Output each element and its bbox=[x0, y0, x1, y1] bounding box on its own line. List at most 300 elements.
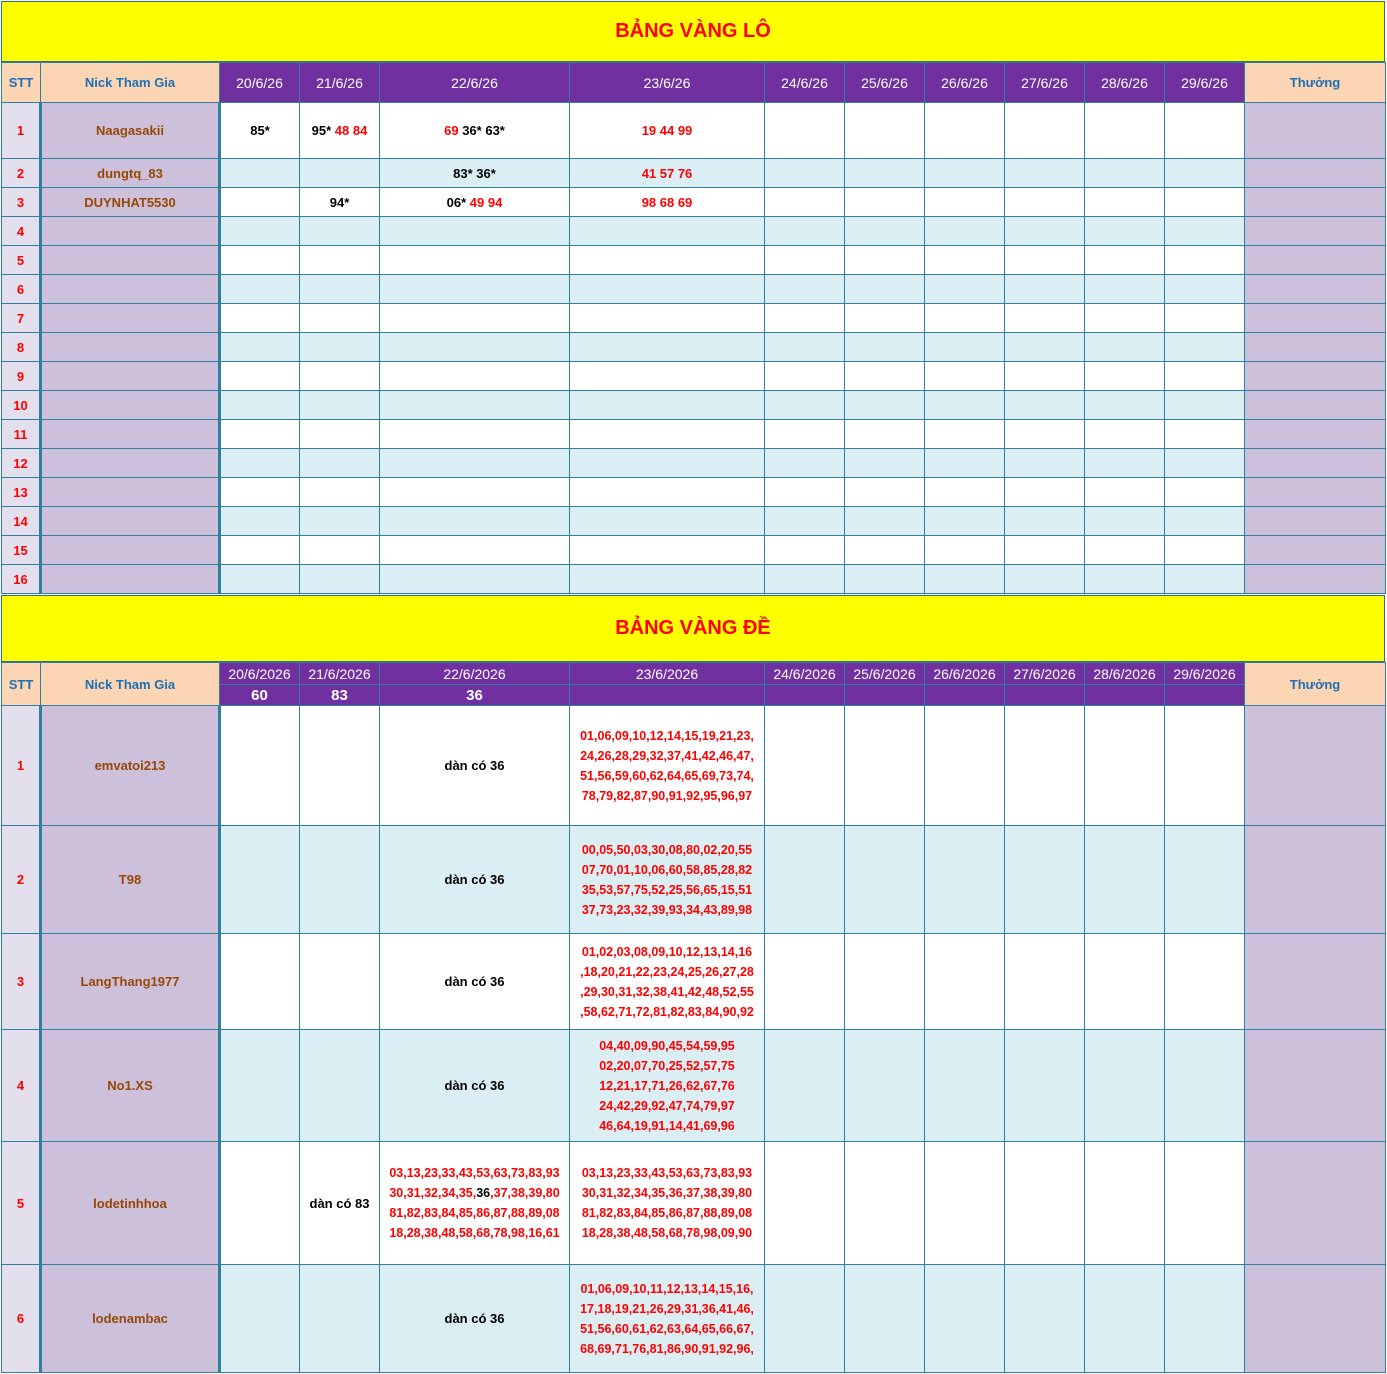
lo-cell-24-6[interactable] bbox=[765, 391, 845, 420]
lo-cell-22-6[interactable] bbox=[380, 507, 570, 536]
de-cell-24-6[interactable] bbox=[765, 826, 845, 934]
lo-cell-20-6[interactable] bbox=[220, 507, 300, 536]
lo-row-prize[interactable] bbox=[1245, 565, 1386, 594]
lo-cell-26-6[interactable] bbox=[925, 420, 1005, 449]
lo-cell-27-6[interactable] bbox=[1005, 103, 1085, 159]
lo-cell-28-6[interactable] bbox=[1085, 188, 1165, 217]
lo-row-stt[interactable]: 15 bbox=[2, 536, 41, 565]
lo-cell-22-6[interactable] bbox=[380, 188, 570, 217]
de-cell-20-6[interactable] bbox=[220, 1030, 300, 1142]
de-cell-25-6[interactable] bbox=[845, 1030, 925, 1142]
lo-cell-22-6[interactable] bbox=[380, 103, 570, 159]
de-cell-28-6[interactable] bbox=[1085, 826, 1165, 934]
de-cell-22-6[interactable]: dàn có 36 bbox=[380, 1265, 570, 1373]
de-cell-24-6[interactable] bbox=[765, 934, 845, 1030]
lo-cell-26-6[interactable] bbox=[925, 159, 1005, 188]
lo-cell-20-6[interactable]: 85* bbox=[220, 103, 300, 159]
de-row-stt[interactable]: 6 bbox=[2, 1265, 41, 1373]
lo-row-stt[interactable]: 1 bbox=[2, 103, 41, 159]
lo-cell-24-6[interactable] bbox=[765, 507, 845, 536]
de-cell-21-6[interactable] bbox=[300, 1030, 380, 1142]
lo-row-prize[interactable] bbox=[1245, 217, 1386, 246]
lo-header-date: 24/6/26 bbox=[765, 63, 845, 103]
lo-cell-28-6[interactable] bbox=[1085, 333, 1165, 362]
lo-cell-23-6[interactable] bbox=[570, 420, 765, 449]
lo-cell-22-6[interactable] bbox=[380, 304, 570, 333]
de-cell-25-6[interactable] bbox=[845, 826, 925, 934]
de-cell-22-6[interactable] bbox=[380, 1142, 570, 1265]
lo-cell-28-6[interactable] bbox=[1085, 246, 1165, 275]
lo-header-date: 27/6/26 bbox=[1005, 63, 1085, 103]
lo-cell-20-6[interactable] bbox=[220, 159, 300, 188]
lo-cell-24-6[interactable] bbox=[765, 159, 845, 188]
lo-row-prize[interactable] bbox=[1245, 304, 1386, 333]
lo-cell-22-6[interactable] bbox=[380, 333, 570, 362]
lo-cell-23-6[interactable] bbox=[570, 507, 765, 536]
lo-row-stt[interactable]: 7 bbox=[2, 304, 41, 333]
de-cell-21-6[interactable] bbox=[300, 934, 380, 1030]
lo-cell-28-6[interactable] bbox=[1085, 536, 1165, 565]
lo-cell-28-6[interactable] bbox=[1085, 449, 1165, 478]
de-row-prize[interactable] bbox=[1245, 826, 1386, 934]
lo-row-stt[interactable]: 11 bbox=[2, 420, 41, 449]
lo-row bbox=[2, 217, 1386, 246]
lo-cell-29-6[interactable] bbox=[1165, 478, 1245, 507]
lo-cell-26-6[interactable] bbox=[925, 188, 1005, 217]
lo-cell-29-6[interactable] bbox=[1165, 246, 1245, 275]
de-cell-28-6[interactable] bbox=[1085, 1142, 1165, 1265]
de-cell-29-6[interactable] bbox=[1165, 1142, 1245, 1265]
lo-cell-21-6[interactable] bbox=[300, 507, 380, 536]
lo-cell-22-6[interactable] bbox=[380, 391, 570, 420]
lo-cell-23-6[interactable] bbox=[570, 246, 765, 275]
lo-row-nick[interactable]: DUYNHAT5530 bbox=[41, 188, 220, 217]
lo-row-prize[interactable] bbox=[1245, 362, 1386, 391]
lo-row-prize[interactable] bbox=[1245, 246, 1386, 275]
lo-cell-25-6[interactable] bbox=[845, 391, 925, 420]
lo-cell-20-6[interactable] bbox=[220, 275, 300, 304]
de-cell-23-6[interactable]: 01,06,09,10,12,14,15,19,21,23, 24,26,28,29,32,37,41,42,46,47, 51,56,59,60,62,64,65,69,73,74, 78,79,82,87,90,91,92,95,96,97 bbox=[570, 706, 765, 826]
lo-cell-22-6[interactable] bbox=[380, 536, 570, 565]
de-cell-26-6[interactable] bbox=[925, 1142, 1005, 1265]
de-cell-26-6[interactable] bbox=[925, 1030, 1005, 1142]
lo-cell-22-6[interactable] bbox=[380, 217, 570, 246]
de-cell-25-6[interactable] bbox=[845, 706, 925, 826]
de-number-hit: 36 bbox=[476, 1186, 491, 1200]
lo-cell-24-6[interactable] bbox=[765, 304, 845, 333]
de-cell-21-6[interactable] bbox=[300, 826, 380, 934]
lo-cell-21-6[interactable] bbox=[300, 275, 380, 304]
lo-cell-21-6[interactable] bbox=[300, 103, 380, 159]
de-header-prize: Thưởng bbox=[1245, 663, 1386, 706]
lo-cell-22-6[interactable] bbox=[380, 420, 570, 449]
de-row-stt[interactable]: 4 bbox=[2, 1030, 41, 1142]
de-header-date: 24/6/2026 bbox=[765, 663, 845, 685]
lo-cell-23-6[interactable] bbox=[570, 536, 765, 565]
de-cell-24-6[interactable] bbox=[765, 1265, 845, 1373]
lo-cell-22-6[interactable] bbox=[380, 362, 570, 391]
lo-cell-26-6[interactable] bbox=[925, 304, 1005, 333]
lo-cell-26-6[interactable] bbox=[925, 449, 1005, 478]
lo-row-nick[interactable] bbox=[41, 536, 220, 565]
lo-cell-21-6[interactable] bbox=[300, 536, 380, 565]
lo-cell-29-6[interactable] bbox=[1165, 188, 1245, 217]
lo-cell-26-6[interactable] bbox=[925, 246, 1005, 275]
de-row-prize[interactable] bbox=[1245, 1142, 1386, 1265]
lo-row-prize[interactable] bbox=[1245, 275, 1386, 304]
lo-row-prize[interactable] bbox=[1245, 478, 1386, 507]
lo-cell-24-6[interactable] bbox=[765, 188, 845, 217]
de-cell-28-6[interactable] bbox=[1085, 934, 1165, 1030]
lo-cell-29-6[interactable] bbox=[1165, 507, 1245, 536]
lo-cell-21-6[interactable] bbox=[300, 420, 380, 449]
de-row-nick[interactable]: emvatoi213 bbox=[41, 706, 220, 826]
lo-cell-21-6[interactable] bbox=[300, 304, 380, 333]
de-cell-22-6[interactable]: dàn có 36 bbox=[380, 706, 570, 826]
lo-cell-27-6[interactable] bbox=[1005, 420, 1085, 449]
de-row-nick[interactable]: lodetinhhoa bbox=[41, 1142, 220, 1265]
lo-cell-27-6[interactable] bbox=[1005, 246, 1085, 275]
de-row-stt[interactable]: 5 bbox=[2, 1142, 41, 1265]
de-row-nick[interactable]: No1.XS bbox=[41, 1030, 220, 1142]
de-cell-23-6[interactable]: 03,13,23,33,43,53,63,73,83,93 30,31,32,34,35,36,37,38,39,80 81,82,83,84,85,86,87,88,89,08 18,28,38,48,58,68,78,98,09,90 bbox=[570, 1142, 765, 1265]
lo-cell-22-6[interactable] bbox=[380, 246, 570, 275]
de-cell-20-6[interactable] bbox=[220, 1142, 300, 1265]
lo-cell-25-6[interactable] bbox=[845, 565, 925, 594]
lo-cell-23-6[interactable] bbox=[570, 362, 765, 391]
de-row-stt[interactable]: 1 bbox=[2, 706, 41, 826]
lo-cell-27-6[interactable] bbox=[1005, 478, 1085, 507]
de-row-nick[interactable]: LangThang1977 bbox=[41, 934, 220, 1030]
lo-row-nick[interactable] bbox=[41, 333, 220, 362]
lo-cell-23-6[interactable]: 41 57 76 bbox=[570, 159, 765, 188]
lo-cell-27-6[interactable] bbox=[1005, 304, 1085, 333]
de-row-prize[interactable] bbox=[1245, 706, 1386, 826]
lo-row-nick[interactable] bbox=[41, 507, 220, 536]
lo-cell-21-6[interactable] bbox=[300, 449, 380, 478]
lo-cell-23-6[interactable] bbox=[570, 275, 765, 304]
lo-cell-29-6[interactable] bbox=[1165, 217, 1245, 246]
lo-cell-27-6[interactable] bbox=[1005, 333, 1085, 362]
de-cell-29-6[interactable] bbox=[1165, 1030, 1245, 1142]
de-row-nick[interactable]: lodenambac bbox=[41, 1265, 220, 1373]
lo-cell-25-6[interactable] bbox=[845, 333, 925, 362]
lo-cell-23-6[interactable] bbox=[570, 333, 765, 362]
lo-cell-24-6[interactable] bbox=[765, 449, 845, 478]
lo-cell-21-6[interactable] bbox=[300, 246, 380, 275]
lo-cell-24-6[interactable] bbox=[765, 217, 845, 246]
lo-cell-27-6[interactable] bbox=[1005, 362, 1085, 391]
lo-cell-23-6[interactable] bbox=[570, 478, 765, 507]
lo-cell-21-6[interactable] bbox=[300, 217, 380, 246]
de-header-date: 22/6/2026 bbox=[380, 663, 570, 685]
lo-cell-27-6[interactable] bbox=[1005, 188, 1085, 217]
lo-cell-26-6[interactable] bbox=[925, 565, 1005, 594]
lo-cell-24-6[interactable] bbox=[765, 362, 845, 391]
lo-cell-23-6[interactable] bbox=[570, 565, 765, 594]
lo-cell-28-6[interactable] bbox=[1085, 420, 1165, 449]
lo-cell-20-6[interactable] bbox=[220, 391, 300, 420]
lo-cell-20-6[interactable] bbox=[220, 217, 300, 246]
lo-cell-28-6[interactable] bbox=[1085, 103, 1165, 159]
lo-row-nick[interactable]: Naagasakii bbox=[41, 103, 220, 159]
de-cell-26-6[interactable] bbox=[925, 706, 1005, 826]
de-row-stt[interactable]: 3 bbox=[2, 934, 41, 1030]
lo-row-prize[interactable] bbox=[1245, 333, 1386, 362]
de-cell-29-6[interactable] bbox=[1165, 706, 1245, 826]
lo-cell-29-6[interactable] bbox=[1165, 103, 1245, 159]
lo-cell-25-6[interactable] bbox=[845, 275, 925, 304]
de-cell-20-6[interactable] bbox=[220, 1265, 300, 1373]
lo-row-stt[interactable]: 2 bbox=[2, 159, 41, 188]
lo-cell-21-6[interactable] bbox=[300, 333, 380, 362]
de-cell-24-6[interactable] bbox=[765, 706, 845, 826]
lo-cell-21-6[interactable] bbox=[300, 391, 380, 420]
lo-row-nick[interactable] bbox=[41, 565, 220, 594]
lo-cell-21-6[interactable] bbox=[300, 478, 380, 507]
de-cell-27-6[interactable] bbox=[1005, 706, 1085, 826]
lo-row-stt[interactable]: 8 bbox=[2, 333, 41, 362]
de-row-stt[interactable]: 2 bbox=[2, 826, 41, 934]
lo-row-stt[interactable]: 13 bbox=[2, 478, 41, 507]
lo-cell-27-6[interactable] bbox=[1005, 536, 1085, 565]
lo-cell-25-6[interactable] bbox=[845, 478, 925, 507]
de-cell-28-6[interactable] bbox=[1085, 1030, 1165, 1142]
de-cell-20-6[interactable] bbox=[220, 934, 300, 1030]
lo-cell-29-6[interactable] bbox=[1165, 449, 1245, 478]
de-cell-27-6[interactable] bbox=[1005, 1142, 1085, 1265]
lo-cell-23-6[interactable] bbox=[570, 304, 765, 333]
de-row-prize[interactable] bbox=[1245, 1030, 1386, 1142]
lo-row-prize[interactable] bbox=[1245, 420, 1386, 449]
lo-cell-24-6[interactable] bbox=[765, 275, 845, 304]
de-cell-25-6[interactable] bbox=[845, 1265, 925, 1373]
de-row-prize[interactable] bbox=[1245, 934, 1386, 1030]
lo-cell-26-6[interactable] bbox=[925, 507, 1005, 536]
lo-row-prize[interactable] bbox=[1245, 507, 1386, 536]
de-cell-21-6[interactable] bbox=[300, 1265, 380, 1373]
de-cell-29-6[interactable] bbox=[1165, 1265, 1245, 1373]
lo-row-nick[interactable] bbox=[41, 362, 220, 391]
lo-cell-28-6[interactable] bbox=[1085, 275, 1165, 304]
lo-row-stt[interactable]: 12 bbox=[2, 449, 41, 478]
lo-row-stt[interactable]: 4 bbox=[2, 217, 41, 246]
de-row-nick[interactable]: T98 bbox=[41, 826, 220, 934]
de-number-list: 03,13,23,33,43,53,63,73,83,93 30,31,32,34,35, bbox=[389, 1166, 560, 1200]
de-cell-26-6[interactable] bbox=[925, 934, 1005, 1030]
lo-cell-25-6[interactable] bbox=[845, 304, 925, 333]
lo-cell-27-6[interactable] bbox=[1005, 217, 1085, 246]
lo-row-nick[interactable] bbox=[41, 420, 220, 449]
lo-cell-20-6[interactable] bbox=[220, 304, 300, 333]
lo-cell-24-6[interactable] bbox=[765, 478, 845, 507]
lo-row-stt[interactable]: 14 bbox=[2, 507, 41, 536]
lo-cell-26-6[interactable] bbox=[925, 362, 1005, 391]
lo-cell-25-6[interactable] bbox=[845, 536, 925, 565]
lo-cell-28-6[interactable] bbox=[1085, 217, 1165, 246]
de-cell-22-6[interactable]: dàn có 36 bbox=[380, 934, 570, 1030]
lo-cell-21-6[interactable] bbox=[300, 159, 380, 188]
lo-cell-22-6[interactable] bbox=[380, 159, 570, 188]
lo-cell-29-6[interactable] bbox=[1165, 304, 1245, 333]
lo-cell-27-6[interactable] bbox=[1005, 565, 1085, 594]
de-cell-27-6[interactable] bbox=[1005, 934, 1085, 1030]
lo-cell-28-6[interactable] bbox=[1085, 565, 1165, 594]
lo-header-stt: STT bbox=[2, 63, 41, 103]
lo-cell-23-6[interactable] bbox=[570, 449, 765, 478]
lo-cell-20-6[interactable] bbox=[220, 188, 300, 217]
lo-cell-22-6[interactable] bbox=[380, 478, 570, 507]
lo-cell-29-6[interactable] bbox=[1165, 333, 1245, 362]
lo-row-stt[interactable]: 9 bbox=[2, 362, 41, 391]
de-cell-24-6[interactable] bbox=[765, 1142, 845, 1265]
de-cell-27-6[interactable] bbox=[1005, 1030, 1085, 1142]
lo-cell-29-6[interactable] bbox=[1165, 275, 1245, 304]
lo-cell-24-6[interactable] bbox=[765, 103, 845, 159]
lo-cell-28-6[interactable] bbox=[1085, 478, 1165, 507]
lo-cell-26-6[interactable] bbox=[925, 333, 1005, 362]
lo-cell-26-6[interactable] bbox=[925, 478, 1005, 507]
lo-cell-25-6[interactable] bbox=[845, 159, 925, 188]
lo-row-prize[interactable] bbox=[1245, 536, 1386, 565]
de-cell-27-6[interactable] bbox=[1005, 826, 1085, 934]
lo-cell-27-6[interactable] bbox=[1005, 391, 1085, 420]
lo-row-nick[interactable] bbox=[41, 217, 220, 246]
lo-cell-25-6[interactable] bbox=[845, 217, 925, 246]
lo-cell-20-6[interactable] bbox=[220, 333, 300, 362]
de-cell-21-6[interactable] bbox=[300, 706, 380, 826]
lo-row-nick[interactable] bbox=[41, 391, 220, 420]
lo-cell-26-6[interactable] bbox=[925, 391, 1005, 420]
de-cell-26-6[interactable] bbox=[925, 1265, 1005, 1373]
de-cell-27-6[interactable] bbox=[1005, 1265, 1085, 1373]
de-cell-21-6[interactable]: dàn có 83 bbox=[300, 1142, 380, 1265]
de-header-date: 20/6/2026 bbox=[220, 663, 300, 685]
lo-row-prize[interactable] bbox=[1245, 159, 1386, 188]
lo-cell-26-6[interactable] bbox=[925, 275, 1005, 304]
lo-row-prize[interactable] bbox=[1245, 103, 1386, 159]
lo-row-stt[interactable]: 5 bbox=[2, 246, 41, 275]
lo-cell-27-6[interactable] bbox=[1005, 449, 1085, 478]
de-cell-22-6[interactable]: dàn có 36 bbox=[380, 1030, 570, 1142]
de-header-date: 25/6/2026 bbox=[845, 663, 925, 685]
lo-cell-29-6[interactable] bbox=[1165, 362, 1245, 391]
lo-cell-23-6[interactable]: 19 44 99 bbox=[570, 103, 765, 159]
lo-cell-27-6[interactable] bbox=[1005, 507, 1085, 536]
lo-cell-23-6[interactable] bbox=[570, 217, 765, 246]
lo-cell-24-6[interactable] bbox=[765, 246, 845, 275]
lo-cell-22-6[interactable] bbox=[380, 565, 570, 594]
lo-cell-26-6[interactable] bbox=[925, 103, 1005, 159]
lo-cell-28-6[interactable] bbox=[1085, 159, 1165, 188]
lo-cell-20-6[interactable] bbox=[220, 536, 300, 565]
lo-cell-29-6[interactable] bbox=[1165, 536, 1245, 565]
lo-cell-22-6[interactable] bbox=[380, 275, 570, 304]
lo-cell-24-6[interactable] bbox=[765, 565, 845, 594]
lo-row-nick[interactable]: dungtq_83 bbox=[41, 159, 220, 188]
lo-cell-25-6[interactable] bbox=[845, 507, 925, 536]
lo-cell-22-6[interactable] bbox=[380, 449, 570, 478]
lo-cell-24-6[interactable] bbox=[765, 536, 845, 565]
lo-cell-29-6[interactable] bbox=[1165, 565, 1245, 594]
de-row-prize[interactable] bbox=[1245, 1265, 1386, 1373]
de-cell-29-6[interactable] bbox=[1165, 934, 1245, 1030]
de-cell-25-6[interactable] bbox=[845, 934, 925, 1030]
de-cell-23-6[interactable]: 04,40,09,90,45,54,59,95 02,20,07,70,25,52,57,75 12,21,17,71,26,62,67,76 24,42,29,92,47,74,79,97 46,64,19,91,14,41,69,96 bbox=[570, 1030, 765, 1142]
de-cell-23-6[interactable]: 00,05,50,03,30,08,80,02,20,55 07,70,01,10,06,60,58,85,28,82 35,53,57,75,52,25,56,65,15,51 37,73,23,32,39,93,34,43,89,98 bbox=[570, 826, 765, 934]
lo-cell-21-6[interactable] bbox=[300, 188, 380, 217]
lo-cell-26-6[interactable] bbox=[925, 536, 1005, 565]
de-cell-23-6[interactable]: 01,06,09,10,11,12,13,14,15,16, 17,18,19,21,26,29,31,36,41,46, 51,56,60,61,62,63,64,65,66,67, 68,69,71,76,81,86,90,91,92,96, bbox=[570, 1265, 765, 1373]
lo-cell-28-6[interactable] bbox=[1085, 304, 1165, 333]
lo-cell-23-6[interactable]: 98 68 69 bbox=[570, 188, 765, 217]
lo-cell-20-6[interactable] bbox=[220, 449, 300, 478]
lo-cell-26-6[interactable] bbox=[925, 217, 1005, 246]
de-cell-28-6[interactable] bbox=[1085, 1265, 1165, 1373]
lo-cell-24-6[interactable] bbox=[765, 420, 845, 449]
lo-row-nick[interactable] bbox=[41, 246, 220, 275]
de-cell-24-6[interactable] bbox=[765, 1030, 845, 1142]
lo-row-stt[interactable]: 6 bbox=[2, 275, 41, 304]
lo-cell-25-6[interactable] bbox=[845, 420, 925, 449]
lo-cell-20-6[interactable] bbox=[220, 246, 300, 275]
lo-row bbox=[2, 333, 1386, 362]
de-cell-25-6[interactable] bbox=[845, 1142, 925, 1265]
de-cell-20-6[interactable] bbox=[220, 706, 300, 826]
lo-row-prize[interactable] bbox=[1245, 188, 1386, 217]
lo-cell-21-6[interactable] bbox=[300, 362, 380, 391]
de-cell-23-6[interactable]: 01,02,03,08,09,10,12,13,14,16 ,18,20,21,22,23,24,25,26,27,28 ,29,30,31,32,38,41,42,48,52,55 ,58,62,71,72,81,82,83,84,90,92 bbox=[570, 934, 765, 1030]
de-cell-20-6[interactable] bbox=[220, 826, 300, 934]
lo-cell-21-6[interactable] bbox=[300, 565, 380, 594]
lo-cell-20-6[interactable] bbox=[220, 565, 300, 594]
lo-row-prize[interactable] bbox=[1245, 391, 1386, 420]
lo-row-nick[interactable] bbox=[41, 478, 220, 507]
lo-row-prize[interactable] bbox=[1245, 449, 1386, 478]
lo-cell-25-6[interactable] bbox=[845, 246, 925, 275]
lo-cell-25-6[interactable] bbox=[845, 188, 925, 217]
lo-cell-20-6[interactable] bbox=[220, 420, 300, 449]
de-cell-22-6[interactable]: dàn có 36 bbox=[380, 826, 570, 934]
lo-row-stt[interactable]: 10 bbox=[2, 391, 41, 420]
lo-cell-20-6[interactable] bbox=[220, 478, 300, 507]
lo-row-nick[interactable] bbox=[41, 304, 220, 333]
lo-cell-24-6[interactable] bbox=[765, 333, 845, 362]
de-cell-29-6[interactable] bbox=[1165, 826, 1245, 934]
lo-cell-25-6[interactable] bbox=[845, 362, 925, 391]
lo-cell-23-6[interactable] bbox=[570, 391, 765, 420]
lo-cell-29-6[interactable] bbox=[1165, 159, 1245, 188]
de-cell-28-6[interactable] bbox=[1085, 706, 1165, 826]
lo-cell-29-6[interactable] bbox=[1165, 420, 1245, 449]
de-cell-26-6[interactable] bbox=[925, 826, 1005, 934]
lo-row-stt[interactable]: 16 bbox=[2, 565, 41, 594]
de-title-banner bbox=[1, 595, 1385, 662]
lo-row-stt[interactable]: 3 bbox=[2, 188, 41, 217]
lo-row bbox=[2, 304, 1386, 333]
lo-cell-25-6[interactable] bbox=[845, 103, 925, 159]
lo-cell-27-6[interactable] bbox=[1005, 275, 1085, 304]
lo-cell-28-6[interactable] bbox=[1085, 507, 1165, 536]
lo-cell-25-6[interactable] bbox=[845, 449, 925, 478]
lo-cell-28-6[interactable] bbox=[1085, 362, 1165, 391]
lo-row-nick[interactable] bbox=[41, 449, 220, 478]
lo-cell-28-6[interactable] bbox=[1085, 391, 1165, 420]
lo-cell-27-6[interactable] bbox=[1005, 159, 1085, 188]
lo-cell-29-6[interactable] bbox=[1165, 391, 1245, 420]
lo-row-nick[interactable] bbox=[41, 275, 220, 304]
lo-cell-20-6[interactable] bbox=[220, 362, 300, 391]
